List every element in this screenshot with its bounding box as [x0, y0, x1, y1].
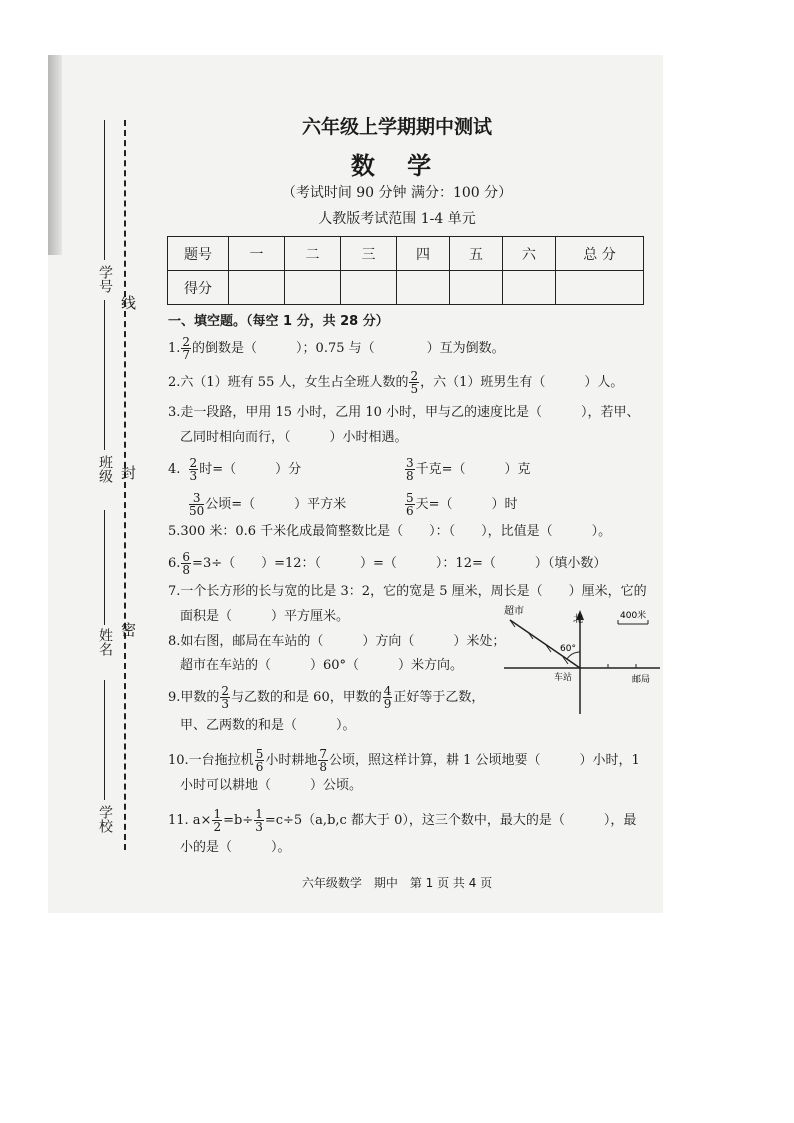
question-9-line-1 — [168, 685, 484, 710]
q11-text-a: 11. a× — [168, 813, 212, 828]
angle-label: 60° — [560, 644, 576, 654]
q4-number: 4. — [168, 462, 181, 477]
fraction — [383, 685, 393, 710]
q9-text-a: 9.甲数的 — [168, 690, 220, 705]
score-blank — [229, 271, 285, 305]
question-6 — [168, 551, 606, 576]
score-table-header-row — [168, 237, 644, 271]
fraction — [189, 492, 204, 517]
exam-info: （考试时间 90 分钟 满分：100 分） — [281, 185, 513, 201]
q4-c-text: 公顷=（ ）平方米 — [205, 497, 347, 512]
name-label: 姓名 — [97, 628, 113, 656]
q10-text-b: 小时耕地 — [265, 753, 318, 768]
cell-part-4: 四 — [397, 237, 450, 271]
q9-text-c: 正好等于乙数， — [393, 690, 485, 705]
fraction — [181, 551, 191, 576]
fraction — [318, 748, 328, 773]
question-11-line-1 — [168, 808, 636, 833]
score-table — [167, 236, 644, 305]
page-footer: 六年级数学 期中 第 1 页 共 4 页 — [301, 876, 493, 890]
question-4-part-d — [404, 492, 518, 517]
cell-part-5: 五 — [450, 237, 503, 271]
fraction — [409, 370, 419, 395]
supermarket-label: 超市 — [504, 606, 524, 617]
question-4-row-1 — [168, 457, 301, 482]
cell-score-label: 得分 — [168, 271, 229, 305]
fraction-denominator: 3 — [189, 469, 198, 483]
score-blank — [503, 271, 556, 305]
map-diagram — [496, 600, 666, 718]
fraction-denominator: 50 — [189, 504, 205, 518]
q11-text-c: =c÷5（a,b,c 都大于 0），这三个数中，最大的是（ ），最 — [264, 813, 637, 828]
fraction-numerator: 5 — [406, 491, 414, 505]
question-10-line-1 — [168, 748, 640, 773]
score-blank — [285, 271, 341, 305]
score-table-score-row — [168, 271, 644, 305]
q2-text-b: ，六（1）班男生有（ ）人。 — [420, 375, 624, 390]
fraction-numerator: 1 — [213, 807, 222, 821]
question-3-line-2: 乙同时相向而行，（ ）小时相遇。 — [180, 430, 408, 445]
fraction-numerator: 6 — [182, 550, 191, 564]
north-label: 北 — [573, 614, 583, 625]
score-blank — [556, 271, 644, 305]
fraction-numerator: 1 — [255, 807, 263, 821]
q4-d-text: 天=（ ）时 — [415, 497, 518, 512]
fraction-denominator: 9 — [383, 697, 392, 711]
class-label: 班级 — [97, 455, 113, 483]
fraction-numerator: 5 — [255, 747, 264, 761]
fraction-denominator: 5 — [410, 382, 419, 396]
fraction-denominator: 2 — [213, 820, 222, 834]
question-1 — [168, 336, 505, 361]
q4-a-text: 时=（ ）分 — [199, 462, 302, 477]
q10-text-a: 10.一台拖拉机 — [168, 753, 254, 768]
name-blank — [104, 510, 105, 625]
fraction-numerator: 4 — [383, 684, 392, 698]
cell-question-no: 题号 — [168, 237, 229, 271]
fraction-numerator: 2 — [189, 456, 198, 470]
question-4-part-c — [188, 492, 346, 517]
fraction — [220, 685, 230, 710]
question-5: 5.300 米：0.6 千米化成最简整数比是（ ）：（ ），比值是（ ）。 — [168, 524, 612, 539]
fraction — [189, 457, 199, 482]
fraction-numerator: 3 — [189, 492, 204, 505]
question-7-line-2: 面积是（ ）平方厘米。 — [180, 609, 350, 624]
cell-total: 总 分 — [556, 237, 644, 271]
school-label: 学校 — [97, 805, 113, 833]
fraction-denominator: 3 — [255, 820, 263, 834]
fraction-denominator: 8 — [406, 469, 414, 483]
class-blank — [104, 300, 105, 450]
school-blank — [104, 680, 105, 800]
q4-b-text: 千克=（ ）克 — [415, 462, 531, 477]
fraction-denominator: 3 — [221, 697, 230, 711]
exam-scope: 人教版考试范围 1-4 单元 — [318, 211, 476, 227]
score-blank — [450, 271, 503, 305]
question-4-part-b — [404, 457, 531, 482]
post-office-label: 邮局 — [632, 675, 651, 685]
exam-title: 六年级上学期期中测试 — [301, 116, 492, 138]
fraction-denominator: 8 — [182, 563, 191, 577]
scale-label: 400米 — [620, 611, 647, 621]
fraction — [405, 457, 415, 482]
fraction — [212, 808, 222, 833]
binding-dashed-line — [124, 120, 126, 850]
q11-text-b: =b÷ — [223, 813, 254, 828]
line-mark: 线 — [119, 295, 137, 310]
q6-text: =3÷（ ）=12：（ ）=（ ）：12=（ ）（填小数） — [192, 556, 607, 571]
q2-text-a: 2.六（1）班有 55 人，女生占全班人数的 — [168, 375, 409, 390]
q6-number: 6. — [168, 556, 181, 571]
q9-text-b: 与乙数的和是 60，甲数的 — [231, 690, 382, 705]
question-11-line-2: 小的是（ ）。 — [180, 840, 291, 855]
question-3-line-1: 3.走一段路，甲用 15 小时，乙用 10 小时，甲与乙的速度比是（ ），若甲、 — [168, 405, 640, 420]
cell-part-1: 一 — [229, 237, 285, 271]
section-1-title: 一、填空题。（每空 1 分，共 28 分） — [168, 314, 389, 329]
fraction — [181, 336, 191, 361]
seal-mark: 封 — [119, 465, 137, 480]
question-7-line-1: 7.一个长方形的长与宽的比是 3：2，它的宽是 5 厘米，周长是（ ）厘米，它的 — [168, 584, 647, 599]
station-label: 车站 — [554, 673, 573, 683]
question-10-line-2: 小时可以耕地（ ）公顷。 — [180, 778, 363, 793]
fraction-denominator: 7 — [182, 348, 191, 362]
cell-part-6: 六 — [503, 237, 556, 271]
secret-mark: 密 — [119, 622, 137, 637]
fraction-numerator: 2 — [410, 369, 419, 383]
subject-title: 数 学 — [350, 152, 444, 180]
fraction-numerator: 7 — [319, 747, 327, 761]
cell-part-3: 三 — [341, 237, 397, 271]
fraction-denominator: 6 — [406, 504, 414, 518]
fraction — [254, 808, 264, 833]
question-8-line-2: 超市在车站的（ ）60°（ ）米方向。 — [180, 658, 464, 673]
fraction — [405, 492, 415, 517]
q1-text: 的倒数是（ ）；0.75 与（ ）互为倒数。 — [192, 341, 505, 356]
fraction — [255, 748, 265, 773]
q1-number: 1. — [168, 341, 181, 356]
student-no-label: 学号 — [97, 265, 113, 293]
question-9-line-2: 甲、乙两数的和是（ ）。 — [180, 718, 356, 733]
score-blank — [397, 271, 450, 305]
fraction-numerator: 2 — [182, 335, 191, 349]
cell-part-2: 二 — [285, 237, 341, 271]
fraction-denominator: 6 — [255, 760, 264, 774]
q10-text-c: 公顷，照这样计算，耕 1 公顷地要（ ）小时，1 — [328, 753, 640, 768]
score-blank — [341, 271, 397, 305]
fraction-denominator: 8 — [319, 760, 327, 774]
question-8-line-1: 8.如右图，邮局在车站的（ ）方向（ ）米处； — [168, 634, 506, 649]
fraction-numerator: 2 — [221, 684, 230, 698]
fraction-numerator: 3 — [406, 456, 414, 470]
question-2 — [168, 370, 623, 395]
